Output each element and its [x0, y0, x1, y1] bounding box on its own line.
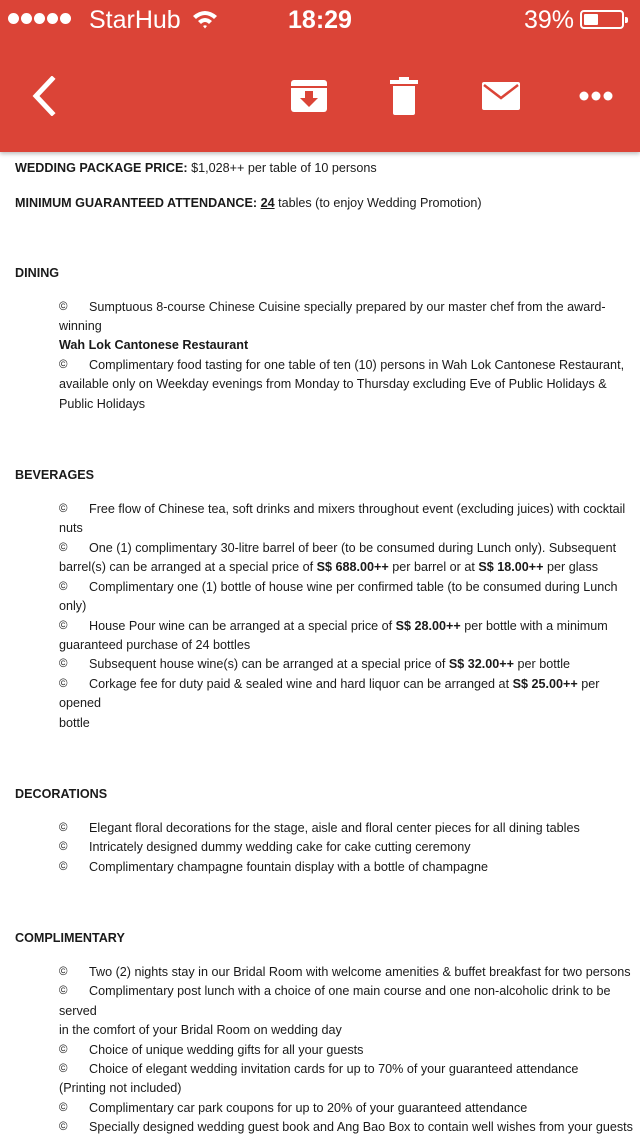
- beverage-item: only): [59, 599, 87, 613]
- beverage-item: barrel(s) can be arranged at a special price of S$ 688.00++ per barrel or at S$ 18.00++ per glass: [59, 560, 599, 574]
- bullet-icon: ©: [59, 966, 68, 978]
- app-bar: [0, 0, 640, 152]
- min-attendance-line: MINIMUM GUARANTEED ATTENDANCE: 24 tables (to enjoy Wedding Promotion): [15, 196, 482, 210]
- bullet-icon: ©: [59, 841, 68, 853]
- archive-icon: [289, 76, 329, 116]
- decoration-item: Intricately designed dummy wedding cake for cake cutting ceremony: [89, 840, 471, 854]
- battery-icon: [580, 10, 624, 29]
- status-bar: [0, 0, 640, 40]
- beverage-item: One (1) complimentary 30-litre barrel of beer (to be consumed during Lunch only). Subsequent: [89, 541, 617, 555]
- beverage-item: bottle: [59, 716, 90, 730]
- dining-item: available only on Weekday evenings from Monday to Thursday excluding Eve of Public Holidays &: [59, 377, 607, 391]
- complimentary-heading: COMPLIMENTARY: [15, 931, 125, 945]
- bullet-icon: ©: [59, 678, 68, 690]
- package-price-line: WEDDING PACKAGE PRICE: $1,028++ per table of 10 persons: [15, 161, 377, 175]
- bullet-icon: ©: [59, 1044, 68, 1056]
- bullet-icon: ©: [59, 985, 68, 997]
- bullet-icon: ©: [59, 1102, 68, 1114]
- complimentary-item: in the comfort of your Bridal Room on wedding day: [59, 1023, 342, 1037]
- bullet-icon: ©: [59, 542, 68, 554]
- beverage-item: House Pour wine can be arranged at a special price of S$ 28.00++ per bottle with a minimum: [89, 619, 608, 633]
- back-arrow-icon: [30, 76, 58, 116]
- complimentary-item: Specially designed wedding guest book and Ang Bao Box to contain well wishes from your guests: [89, 1120, 633, 1134]
- back-button[interactable]: [22, 72, 66, 120]
- beverage-item: Complimentary one (1) bottle of house wine per confirmed table (to be consumed during Lunch: [89, 580, 618, 594]
- complimentary-item: Complimentary post lunch with a choice of one main course and one non-alcoholic drink to be: [89, 984, 611, 998]
- mail-icon: [481, 81, 521, 111]
- bullet-icon: ©: [59, 359, 68, 371]
- carrier-name: StarHub: [89, 6, 181, 34]
- complimentary-item: served: [59, 1004, 97, 1018]
- dining-heading: DINING: [15, 266, 60, 280]
- bullet-icon: ©: [59, 1063, 68, 1075]
- bullet-icon: ©: [59, 861, 68, 873]
- beverage-item: opened: [59, 696, 102, 710]
- bullet-icon: ©: [59, 301, 68, 313]
- complimentary-item: Choice of unique wedding gifts for all your guests: [89, 1043, 364, 1057]
- beverage-item: Subsequent house wine(s) can be arranged at a special price of S$ 32.00++ per bottle: [89, 657, 571, 671]
- clock: 18:29: [288, 6, 352, 34]
- delete-button[interactable]: [383, 72, 425, 120]
- complimentary-item: (Printing not included): [59, 1081, 182, 1095]
- bullet-icon: ©: [59, 658, 68, 670]
- beverage-item: guaranteed purchase of 24 bottles: [59, 638, 251, 652]
- dining-item: Complimentary food tasting for one table of ten (10) persons in Wah Lok Cantonese Restaurant,: [89, 358, 625, 372]
- bullet-icon: ©: [59, 822, 68, 834]
- trash-icon: [389, 76, 419, 116]
- bullet-icon: ©: [59, 1121, 68, 1133]
- beverage-item: nuts: [59, 521, 83, 535]
- bullet-icon: ©: [59, 503, 68, 515]
- complimentary-item: Complimentary car park coupons for up to 20% of your guaranteed attendance: [89, 1101, 528, 1115]
- dining-item: Sumptuous 8-course Chinese Cuisine specially prepared by our master chef from the award-: [89, 300, 606, 314]
- decorations-heading: DECORATIONS: [15, 787, 108, 801]
- beverages-heading: BEVERAGES: [15, 468, 95, 482]
- archive-button[interactable]: [286, 72, 332, 120]
- decoration-item: Complimentary champagne fountain display with a bottle of champagne: [89, 860, 489, 874]
- complimentary-item: Choice of elegant wedding invitation cards for up to 70% of your guaranteed attendance: [89, 1062, 579, 1076]
- beverage-item: Corkage fee for duty paid & sealed wine and hard liquor can be arranged at S$ 25.00++ per: [89, 677, 600, 691]
- battery-percentage: 39%: [524, 6, 575, 34]
- restaurant-name: Wah Lok Cantonese Restaurant: [59, 338, 249, 352]
- more-dots-icon: [579, 91, 613, 101]
- dining-item: Public Holidays: [59, 397, 146, 411]
- beverage-item: Free flow of Chinese tea, soft drinks and mixers throughout event (excluding juices) with cocktail: [89, 502, 626, 516]
- complimentary-item: Two (2) nights stay in our Bridal Room with welcome amenities & buffet breakfast for two persons: [89, 965, 631, 979]
- more-options-button[interactable]: [574, 72, 618, 120]
- bullet-icon: ©: [59, 581, 68, 593]
- decoration-item: Elegant floral decorations for the stage, aisle and floral center pieces for all dining tables: [89, 821, 580, 835]
- dining-item: winning: [59, 319, 102, 333]
- mark-unread-button[interactable]: [478, 72, 524, 120]
- bullet-icon: ©: [59, 620, 68, 632]
